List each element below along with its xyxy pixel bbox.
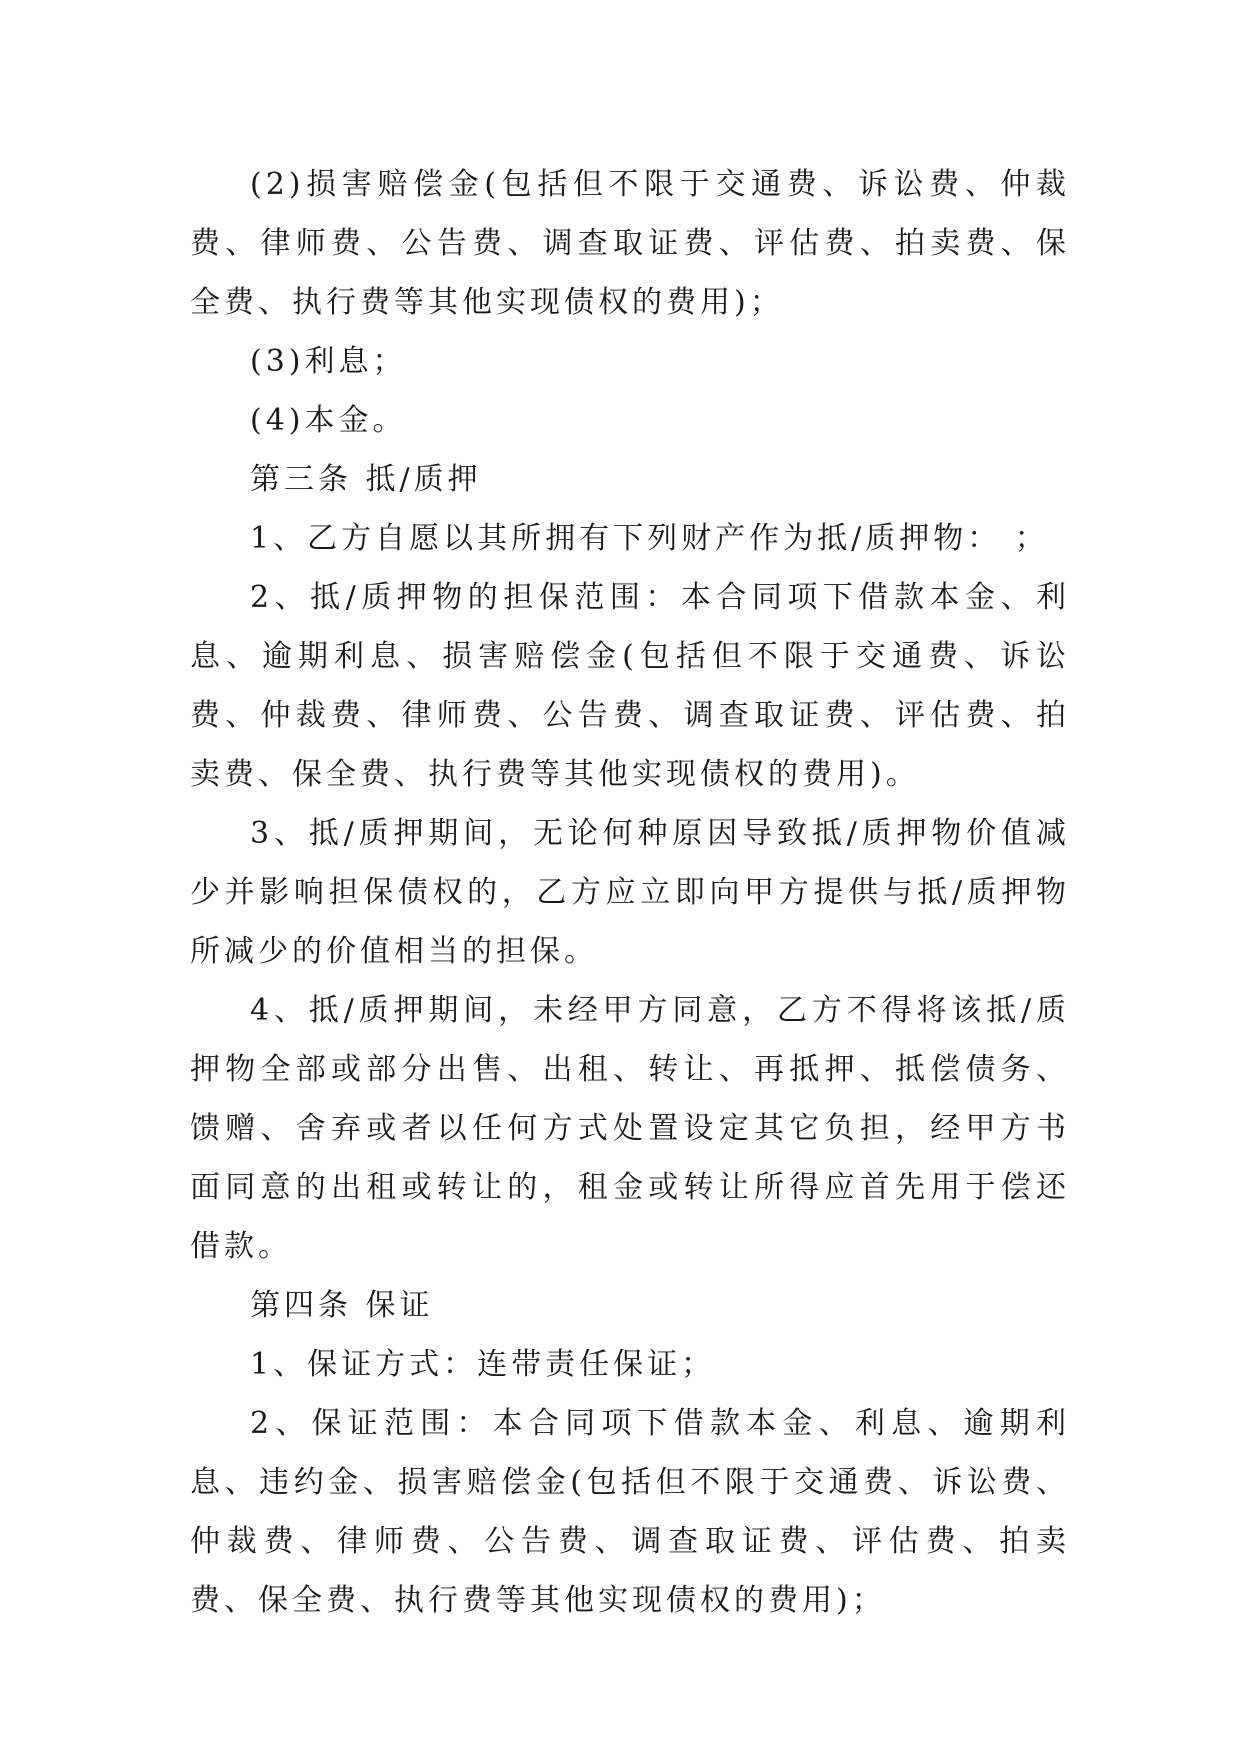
paragraph-damages: (2)损害赔偿金(包括但不限于交通费、诉讼费、仲裁费、律师费、公告费、调查取证费、评估费、拍卖费、保全费、执行费等其他实现债权的费用)； [190,167,1070,320]
paragraph-guarantee-scope: 2、保证范围：本合同项下借款本金、利息、逾期利息、违约金、损害赔偿金(包括但不限于交通费、诉讼费、仲裁费、律师费、公告费、调查取证费、评估费、拍卖费、保全费、执行费等其他实现债权的费用)； [190,1406,1070,1618]
paragraph-collateral-scope: 2、抵/质押物的担保范围：本合同项下借款本金、利息、逾期利息、损害赔偿金(包括但不限于交通费、诉讼费、仲裁费、律师费、公告费、调查取证费、评估费、拍卖费、保全费、执行费等其他实现债权的费用)。 [190,580,1070,792]
paragraph-collateral-property: 1、乙方自愿以其所拥有下列财产作为抵/质押物： ； [250,521,1049,556]
article-four-heading: 第四条 保证 [250,1288,434,1323]
paragraph-collateral-disposal: 4、抵/质押期间，未经甲方同意，乙方不得将该抵/质押物全部或部分出售、出租、转让、再抵押、抵偿债务、馈赠、舍弃或者以任何方式处置设定其它负担，经甲方书面同意的出租或转让的，租金或转让所得应首先用于偿还借款。 [190,993,1070,1264]
paragraph-principal: (4)本金。 [250,403,407,438]
paragraph-guarantee-method: 1、保证方式：连带责任保证； [250,1347,716,1382]
article-three-heading: 第三条 抵/质押 [250,462,482,497]
paragraph-interest: (3)利息； [250,344,407,379]
document-body [190,155,1070,1630]
paragraph-collateral-value: 3、抵/质押期间，无论何种原因导致抵/质押物价值减少并影响担保债权的，乙方应立即向甲方提供与抵/质押物所减少的价值相当的担保。 [190,816,1070,969]
